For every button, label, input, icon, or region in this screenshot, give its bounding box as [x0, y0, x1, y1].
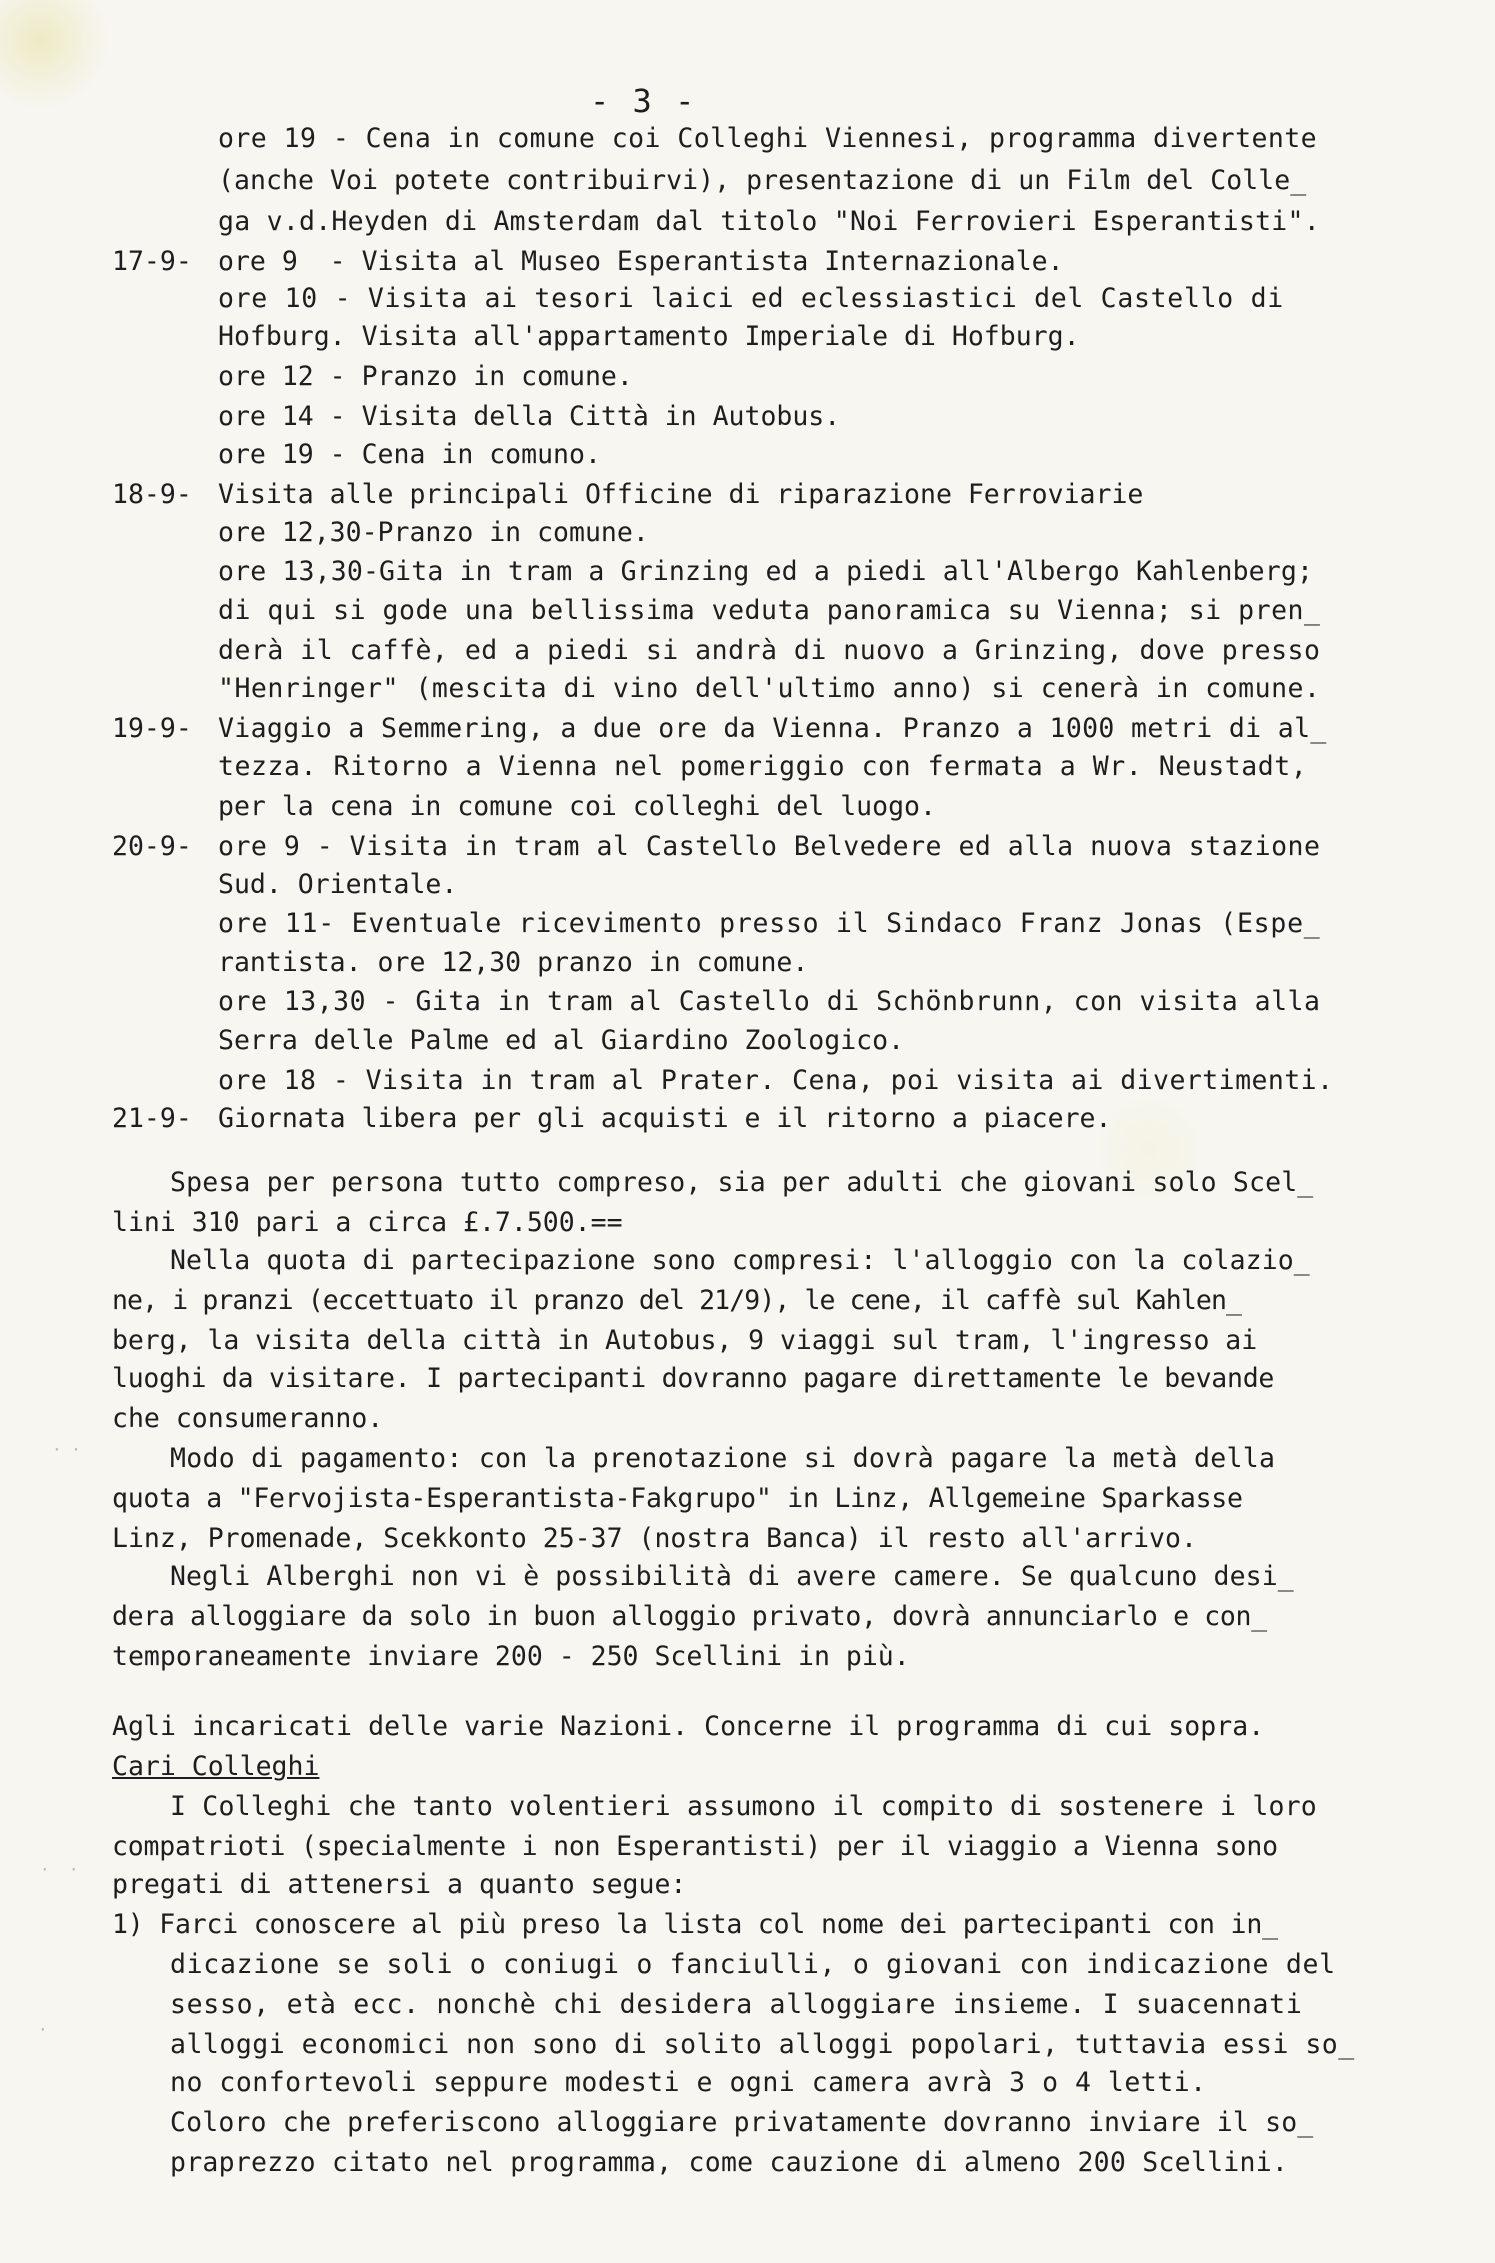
- text-line: Giornata libera per gli acquisti e il ritorno a piacere.: [218, 1103, 1112, 1134]
- text-line: di qui si gode una bellissima veduta panoramica su Vienna; si pren_: [218, 595, 1321, 626]
- page-number: - 3 -: [590, 82, 697, 120]
- text-line: che consumeranno.: [112, 1403, 384, 1434]
- margin-specks: · ·: [52, 1440, 81, 1459]
- margin-specks: · ·: [40, 1860, 79, 1879]
- text-line: lini 310 pari a circa £.7.500.==: [112, 1207, 623, 1238]
- text-line: Serra delle Palme ed al Giardino Zoologico.: [218, 1025, 905, 1056]
- text-line: Modo di pagamento: con la prenotazione si dovrà pagare la metà della: [170, 1443, 1276, 1474]
- text-line: praprezzo citato nel programma, come cauzione di almeno 200 Scellini.: [170, 2147, 1289, 2178]
- text-line: ore 19 - Cena in comune coi Colleghi Viennesi, programma divertente: [218, 123, 1318, 154]
- text-line: Sud. Orientale.: [218, 869, 458, 900]
- text-line: ore 9 - Visita al Museo Esperantista Internazionale.: [218, 246, 1064, 277]
- text-line: dera alloggiare da solo in buon alloggio privato, dovrà annunciarlo e con_: [112, 1601, 1267, 1632]
- text-line: pregati di attenersi a quanto segue:: [112, 1869, 687, 1900]
- text-line: berg, la visita della città in Autobus, 9 viaggi sul tram, l'ingresso ai: [112, 1325, 1258, 1356]
- text-line: tezza. Ritorno a Vienna nel pomeriggio con fermata a Wr. Neustadt,: [218, 751, 1308, 782]
- text-line: ore 12 - Pranzo in comune.: [218, 361, 633, 392]
- text-line: per la cena in comune coi colleghi del luogo.: [218, 791, 936, 822]
- text-line: dicazione se soli o coniugi o fanciulli, o giovani con indicazione del: [170, 1949, 1336, 1980]
- text-line: ne, i pranzi (eccettuato il pranzo del 21/9), le cene, il caffè sul Kahlen_: [112, 1285, 1242, 1316]
- text-line: Linz, Promenade, Scekkonto 25-37 (nostra Banca) il resto all'arrivo.: [112, 1523, 1197, 1554]
- text-line: ore 12,30-Pranzo in comune.: [218, 517, 649, 548]
- text-line: derà il caffè, ed a piedi si andrà di nuovo a Grinzing, dove presso: [218, 635, 1321, 666]
- text-line: compatrioti (specialmente i non Esperantisti) per il viaggio a Vienna sono: [112, 1831, 1278, 1862]
- text-line: 1) Farci conoscere al più preso la lista col nome dei partecipanti con in_: [112, 1909, 1278, 1940]
- text-line: temporaneamente inviare 200 - 250 Scellini in più.: [112, 1641, 910, 1672]
- text-line: rantista. ore 12,30 pranzo in comune.: [218, 947, 809, 978]
- text-line: Spesa per persona tutto compreso, sia per adulti che giovani solo Scel_: [170, 1167, 1314, 1198]
- text-line: Hofburg. Visita all'appartamento Imperiale di Hofburg.: [218, 321, 1080, 352]
- text-line: ore 19 - Cena in comuno.: [218, 439, 601, 470]
- text-line: ore 13,30-Gita in tram a Grinzing ed a piedi all'Albergo Kahlenberg;: [218, 556, 1314, 587]
- text-line: (anche Voi potete contribuirvi), presentazione di un Film del Colle_: [218, 165, 1307, 196]
- text-line: ore 10 - Visita ai tesori laici ed eclessiastici del Castello di: [218, 283, 1284, 314]
- text-line: quota a "Fervojista-Esperantista-Fakgrupo" in Linz, Allgemeine Sparkasse: [112, 1483, 1243, 1514]
- text-line: alloggi economici non sono di solito alloggi popolari, tuttavia essi so_: [170, 2029, 1355, 2060]
- text-line: no confortevoli seppure modesti e ogni camera avrà 3 o 4 letti.: [170, 2067, 1207, 2098]
- text-line: luoghi da visitare. I partecipanti dovranno pagare direttamente le bevande: [112, 1363, 1275, 1394]
- text-line: ga v.d.Heyden di Amsterdam dal titolo "Noi Ferrovieri Esperantisti".: [218, 206, 1320, 237]
- margin-specks: ·: [38, 2020, 48, 2039]
- schedule-date: 21-9-: [112, 1103, 192, 1134]
- salutation: Cari Colleghi: [112, 1751, 320, 1782]
- text-line: Visita alle principali Officine di riparazione Ferroviarie: [218, 479, 1144, 510]
- text-line: ore 11- Eventuale ricevimento presso il Sindaco Franz Jonas (Espe_: [218, 908, 1321, 939]
- text-line: Viaggio a Semmering, a due ore da Vienna. Pranzo a 1000 metri di al_: [218, 713, 1327, 744]
- text-line: ore 9 - Visita in tram al Castello Belvedere ed alla nuova stazione: [218, 831, 1321, 862]
- text-line: sesso, età ecc. nonchè chi desidera alloggiare insieme. I suacennati: [170, 1989, 1303, 2020]
- schedule-date: 17-9-: [112, 246, 192, 277]
- text-line: Agli incaricati delle varie Nazioni. Concerne il programma di cui sopra.: [112, 1711, 1265, 1742]
- text-line: ore 18 - Visita in tram al Prater. Cena, poi visita ai divertimenti.: [218, 1065, 1334, 1096]
- schedule-date: 20-9-: [112, 831, 192, 862]
- text-line: ore 13,30 - Gita in tram al Castello di Schönbrunn, con visita alla: [218, 986, 1321, 1017]
- text-line: Coloro che preferiscono alloggiare privatamente dovranno inviare il so_: [170, 2107, 1314, 2138]
- text-line: "Henringer" (mescita di vino dell'ultimo anno) si cenerà in comune.: [218, 673, 1321, 704]
- schedule-date: 19-9-: [112, 713, 192, 744]
- text-line: Nella quota di partecipazione sono compresi: l'alloggio con la colazio_: [170, 1245, 1310, 1276]
- schedule-date: 18-9-: [112, 479, 192, 510]
- text-line: Negli Alberghi non vi è possibilità di avere camere. Se qualcuno desi_: [170, 1561, 1294, 1592]
- text-line: I Colleghi che tanto volentieri assumono il compito di sostenere i loro: [170, 1791, 1317, 1822]
- text-line: ore 14 - Visita della Città in Autobus.: [218, 401, 841, 432]
